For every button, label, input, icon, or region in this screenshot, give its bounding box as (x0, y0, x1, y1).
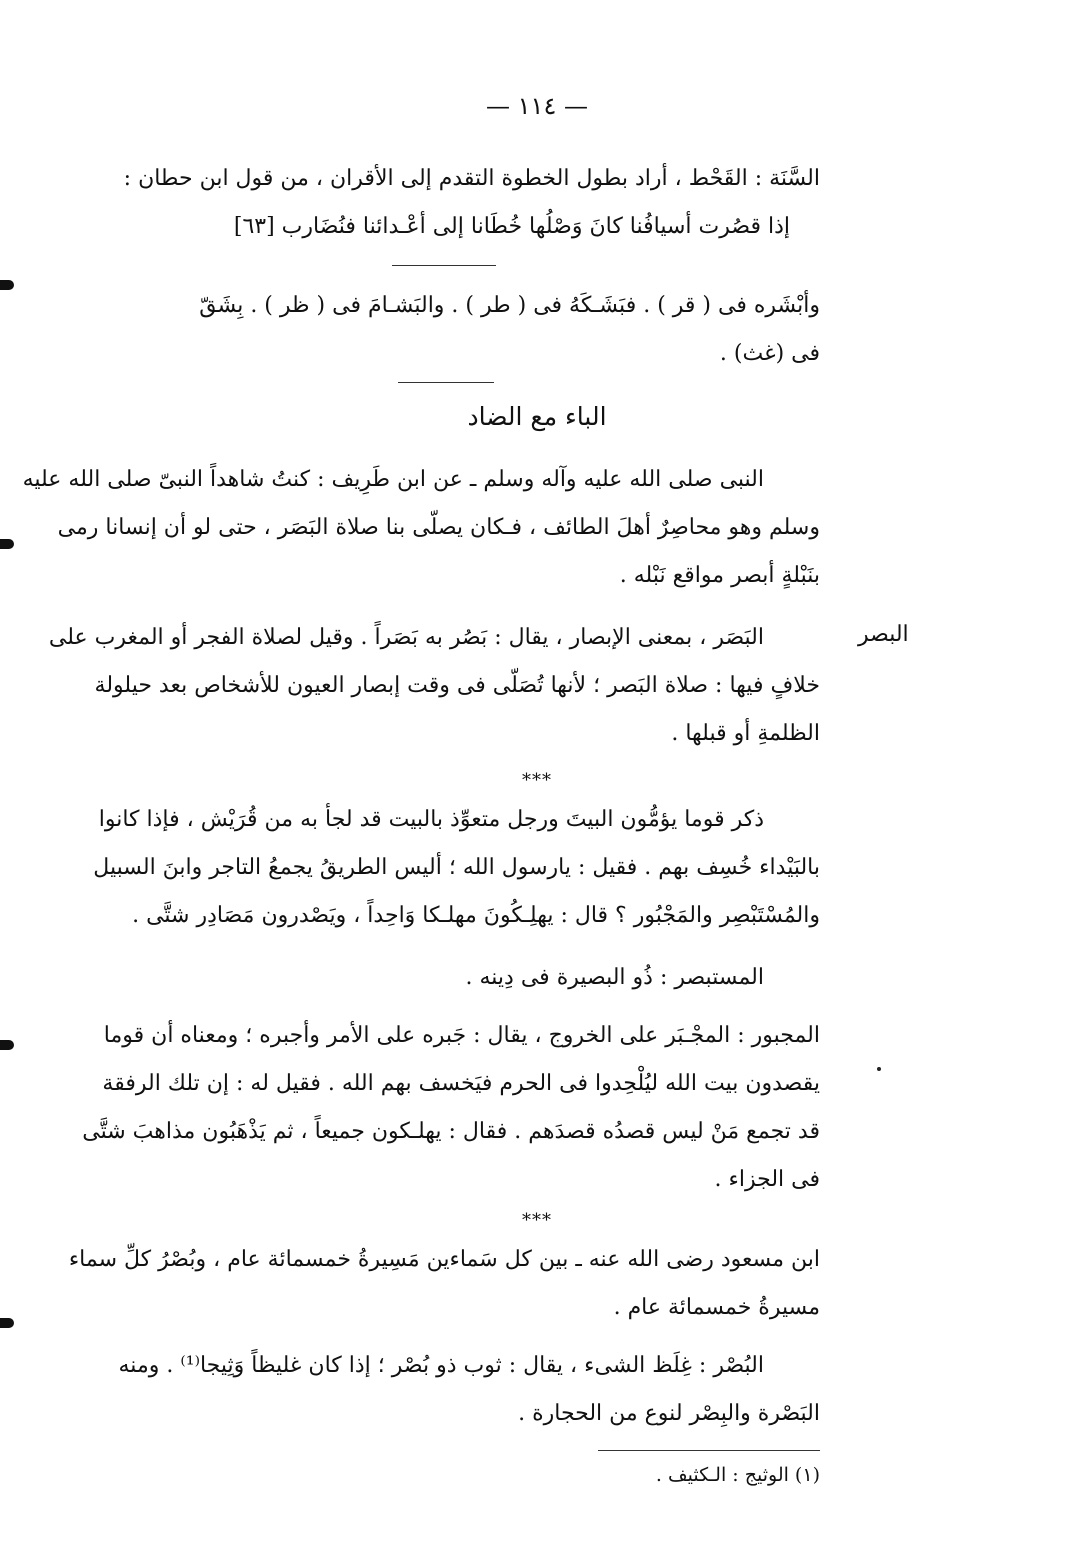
crossref-line: فى (غث) . (719, 341, 820, 366)
text-line: مسيرةُ خمسمائة عام . (613, 1295, 820, 1320)
hadith-paragraph (22, 456, 820, 600)
crossref-line: وأبْشَره فى ( قر ) . فبَشَـكَهُ فى ( طر ) . والبَشـامَ فى ( ظر ) . بِشَقّ (199, 293, 820, 318)
text-line: البُصْر : غِلَظ الشىء ، يقال : ثوب ذو بُصْر ؛ إذا كان غليظاً وَثِيجا⁽¹⁾ . ومنه (118, 1353, 764, 1378)
page-number: — ١١٤ — (486, 92, 588, 120)
text-line: بالبَيْداء خُسِف بهم . فقيل : يارسول الله ؛ أليس الطريقُ يجمعُ التاجر وابنَ السبيل (93, 855, 820, 880)
footnote: (١) الوثيج : الـكثيف . (655, 1464, 820, 1486)
text-line: قد تجمع مَنْ ليس قصدُه قصدَهم . فقال : يهلـكون جميعاً ، ثم يَذْهَبُون مذاهبَ شتَّى (82, 1119, 820, 1144)
scan-mark (0, 1318, 14, 1328)
section-heading: الباء مع الضاد (467, 402, 607, 431)
footnote-rule (598, 1450, 820, 1451)
text-line: البَصَر ، بمعنى الإبصار ، يقال : بَصُر به بَصَراً . وقيل لصلاة الفجر أو المغرب على (48, 625, 764, 650)
definition-paragraph (100, 1342, 820, 1438)
text-line: فى الجزاء . (714, 1167, 820, 1192)
text-line: خلافٍ فيها : صلاة البَصر ؛ لأنها تُصَلّى فى وقت إبصار العيون للأشخاص بعد حيلولة (94, 673, 820, 698)
text-line: ذكر قوما يؤمُّون البيتَ ورجل متعوِّذ بالبيت قد لجأ به من قُرَيْش ، فإذا كانوا (98, 807, 764, 832)
divider-rule (398, 382, 494, 383)
text-line: بنَبْلةٍ أبصر مواقع نَبْله . (619, 563, 820, 588)
text-line: الظلمةِ أو قبلها . (671, 721, 820, 746)
definition-paragraph (82, 1012, 820, 1204)
intro-line: السَّنَة : القَحْط ، أراد بطول الخطوة التقدم إلى الأقران ، من قول ابن حطان : (123, 166, 820, 191)
divider-rule (392, 265, 496, 266)
text-line: المجبور : المجْـبَر على الخروج ، يقال : جَبره على الأمر وأجبره ؛ ومعناه أن قوما (103, 1023, 820, 1048)
scan-speck (877, 1067, 881, 1071)
hadith-paragraph (68, 1236, 820, 1332)
scan-mark (0, 1040, 14, 1050)
intro-block (100, 155, 820, 251)
text-line: والمُسْتَبْصِر والمَجْبُور ؟ قال : يهلِـكُونَ مهلـكا وَاحِداً ، ويَصْدرون مَصَادِر شتَّى . (132, 903, 820, 928)
margin-headword: البصر (858, 622, 909, 647)
text-line: البَصْرة والبِصْر لنوع من الحجارة . (518, 1401, 820, 1426)
text-line: المستبصر : ذُو البصيرة فى دِينه . (465, 965, 764, 990)
section-separator: *** (522, 1210, 552, 1231)
definition-paragraph (100, 954, 820, 1002)
text-line: ابن مسعود رضى الله عنه ـ بين كل سَماءين مَسِيرةُ خمسمائة عام ، وبُصْرُ كلِّ سماء (68, 1247, 820, 1272)
text-line: يقصدون بيت الله ليُلْحِدوا فى الحرم فيَخسف بهم الله . فقيل له : إن تلك الرفقة (102, 1071, 820, 1096)
section-separator: *** (522, 770, 552, 791)
hadith-paragraph (93, 796, 820, 940)
crossref-block (100, 282, 820, 378)
scan-mark (0, 539, 14, 549)
verse-line: إذا قصُرت أسيافُنا كانَ وَصْلُها خُطَانا إلى أعْـدائنا فنُضَارب [٦٣] (233, 214, 790, 239)
explanation-paragraph (48, 614, 820, 758)
text-line: وسلم وهو محاصِرٌ أهلَ الطائف ، فـكان يصلّى بنا صلاة البَصَر ، حتى لو أن إنسانا رمى (57, 515, 820, 540)
text-line: النبى صلى الله عليه وآله وسلم ـ عن ابن طَرِيف : كنتُ شاهداً النبىّ صلى الله عليه (22, 467, 764, 492)
scan-mark (0, 280, 14, 290)
